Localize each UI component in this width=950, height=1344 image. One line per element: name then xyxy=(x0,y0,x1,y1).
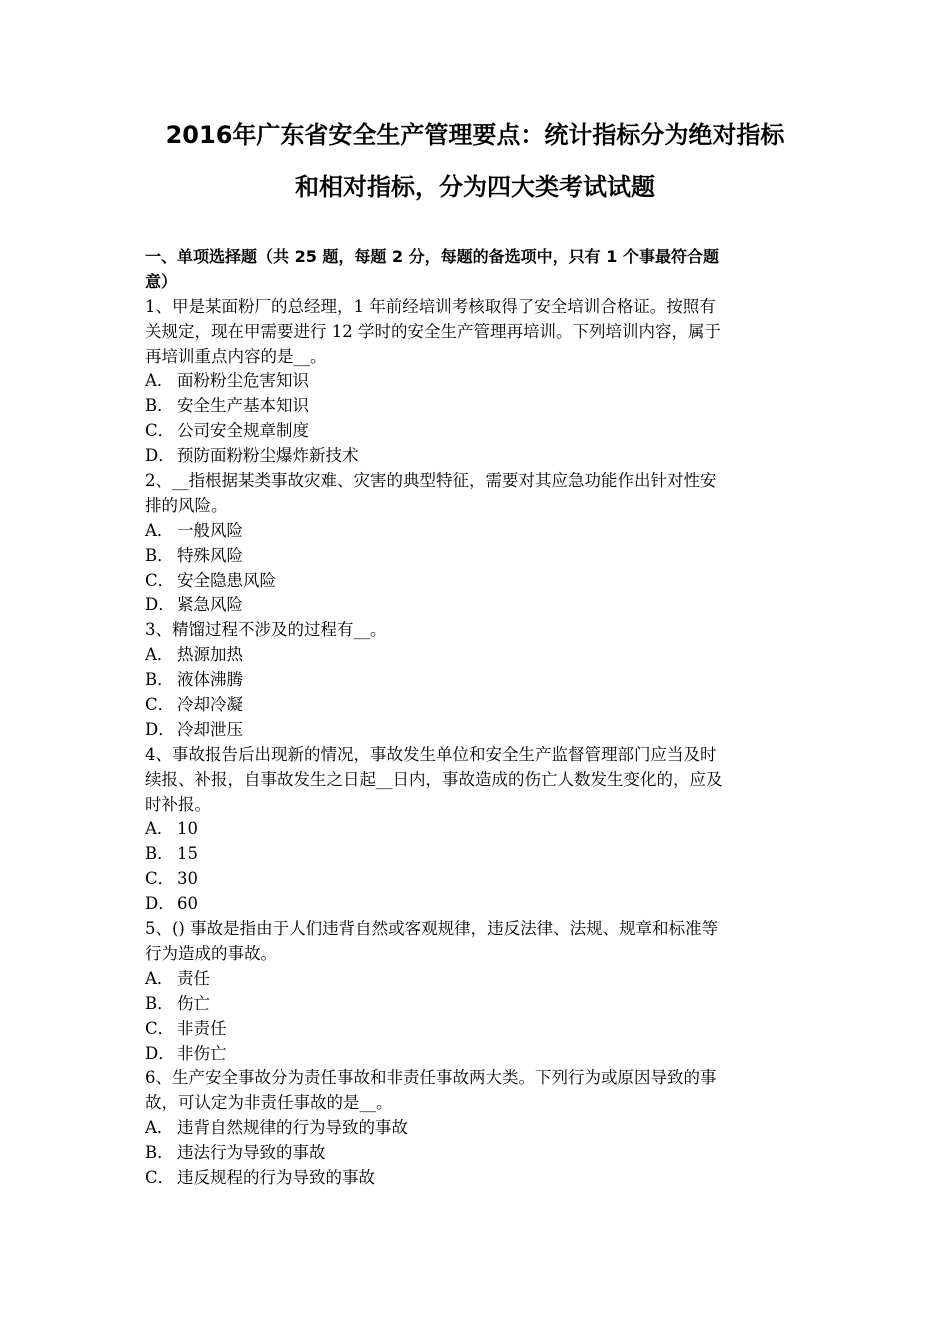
answer-option-letter: A． xyxy=(145,371,174,391)
answer-option-letter: C． xyxy=(145,421,175,441)
answer-option-letter: B． xyxy=(145,844,174,864)
answer-option-text: 冷却泄压 xyxy=(177,719,243,739)
answer-option-text: 责任 xyxy=(177,968,210,988)
answer-option-letter: C． xyxy=(145,1167,175,1187)
answer-option-text: 15 xyxy=(177,844,198,864)
question-text-line: 故，可认定为非责任事故的是__。 xyxy=(145,1093,393,1113)
answer-option xyxy=(145,1141,813,1166)
answer-option-letter: A． xyxy=(145,645,174,665)
answer-option xyxy=(145,519,813,544)
answer-option-text: 预防面粉粉尘爆炸新技术 xyxy=(177,446,359,466)
question-text-line: 再培训重点内容的是__。 xyxy=(145,346,327,366)
answer-option xyxy=(145,992,813,1017)
answer-option-text: 违法行为导致的事故 xyxy=(177,1143,326,1163)
answer-option xyxy=(145,967,813,992)
question-text-line: 关规定，现在甲需要进行 12 学时的安全生产管理再培训。下列培训内容，属于 xyxy=(145,321,721,341)
answer-option-letter: B． xyxy=(145,993,174,1013)
question-item xyxy=(145,469,813,618)
document-title-line-2: 和相对指标，分为四大类考试试题 xyxy=(295,173,655,201)
answer-option-letter: C． xyxy=(145,869,175,889)
answer-option xyxy=(145,718,813,743)
question-text-line: 1、甲是某面粉厂的总经理，1 年前经培训考核取得了安全培训合格证。按照有 xyxy=(145,296,716,316)
answer-option-letter: C． xyxy=(145,570,175,590)
answer-option-text: 冷却冷凝 xyxy=(177,695,243,715)
answer-option xyxy=(145,1116,813,1141)
answer-option-text: 30 xyxy=(177,869,198,889)
answer-option-letter: D． xyxy=(145,894,175,914)
answer-option-text: 非伤亡 xyxy=(177,1043,227,1063)
answer-option-letter: D． xyxy=(145,1043,175,1063)
answer-option xyxy=(145,419,813,444)
question-text-line: 行为造成的事故。 xyxy=(145,943,277,963)
question-text-line: 排的风险。 xyxy=(145,495,228,515)
answer-option xyxy=(145,892,813,917)
answer-option xyxy=(145,544,813,569)
answer-option-text: 安全生产基本知识 xyxy=(177,396,309,416)
answer-option-letter: D． xyxy=(145,595,175,615)
question-text-line: 续报、补报，自事故发生之日起__日内，事故造成的伤亡人数发生变化的，应及 xyxy=(145,769,723,789)
answer-option xyxy=(145,369,813,394)
answer-option xyxy=(145,593,813,618)
answer-option xyxy=(145,867,813,892)
answer-option-text: 非责任 xyxy=(177,1018,227,1038)
question-item xyxy=(145,743,813,917)
answer-option xyxy=(145,1166,813,1191)
answer-option-text: 伤亡 xyxy=(177,993,210,1013)
answer-option-letter: C． xyxy=(145,695,175,715)
question-item xyxy=(145,295,813,469)
answer-option-text: 紧急风险 xyxy=(177,595,243,615)
answer-option-letter: A． xyxy=(145,968,174,988)
answer-option xyxy=(145,817,813,842)
answer-option-letter: C． xyxy=(145,1018,175,1038)
answer-option-text: 安全隐患风险 xyxy=(177,570,276,590)
question-text-line: 4、事故报告后出现新的情况，事故发生单位和安全生产监督管理部门应当及时 xyxy=(145,744,717,764)
answer-option-text: 一般风险 xyxy=(177,520,243,540)
question-item xyxy=(145,917,813,1066)
answer-option-text: 违反规程的行为导致的事故 xyxy=(177,1167,375,1187)
answer-option-text: 液体沸腾 xyxy=(177,670,243,690)
document-title-line-1: 2016年广东省安全生产管理要点：统计指标分为绝对指标 xyxy=(165,121,785,149)
answer-option-text: 面粉粉尘危害知识 xyxy=(177,371,309,391)
answer-option-letter: B． xyxy=(145,396,174,416)
question-list xyxy=(145,295,813,1191)
question-text-line: 2、__指根据某类事故灾难、灾害的典型特征，需要对其应急功能作出针对性安 xyxy=(145,471,717,491)
answer-option-text: 热源加热 xyxy=(177,645,243,665)
answer-option-text: 公司安全规章制度 xyxy=(177,421,309,441)
question-text-line: 时补报。 xyxy=(145,794,211,814)
answer-option-text: 60 xyxy=(177,894,198,914)
answer-option-letter: D． xyxy=(145,446,175,466)
answer-option xyxy=(145,1042,813,1067)
answer-option xyxy=(145,394,813,419)
question-item xyxy=(145,618,813,742)
section-heading: 一、单项选择题（共 25 题，每题 2 分，每题的备选项中，只有 1 个事最符合题 xyxy=(145,247,719,266)
answer-option-letter: D． xyxy=(145,719,175,739)
answer-option-letter: B． xyxy=(145,1143,174,1163)
question-text-line: 3、精馏过程不涉及的过程有__。 xyxy=(145,620,387,640)
answer-option-letter: A． xyxy=(145,1118,174,1138)
answer-option-letter: B． xyxy=(145,670,174,690)
answer-option xyxy=(145,444,813,469)
section-heading-continued: 意） xyxy=(145,271,178,291)
answer-option-text: 10 xyxy=(177,819,198,839)
answer-option xyxy=(145,668,813,693)
answer-option xyxy=(145,842,813,867)
answer-option xyxy=(145,693,813,718)
answer-option-text: 违背自然规律的行为导致的事故 xyxy=(177,1118,408,1138)
answer-option-letter: A． xyxy=(145,520,174,540)
question-item xyxy=(145,1066,813,1190)
question-text-line: 5、() 事故是指由于人们违背自然或客观规律，违反法律、法规、规章和标准等 xyxy=(145,919,719,939)
document-body xyxy=(145,245,813,1191)
answer-option-letter: B． xyxy=(145,545,174,565)
answer-option-letter: A． xyxy=(145,819,174,839)
answer-option xyxy=(145,643,813,668)
answer-option xyxy=(145,1017,813,1042)
answer-option-text: 特殊风险 xyxy=(177,545,243,565)
answer-option xyxy=(145,569,813,594)
question-text-line: 6、生产安全事故分为责任事故和非责任事故两大类。下列行为或原因导致的事 xyxy=(145,1068,717,1088)
